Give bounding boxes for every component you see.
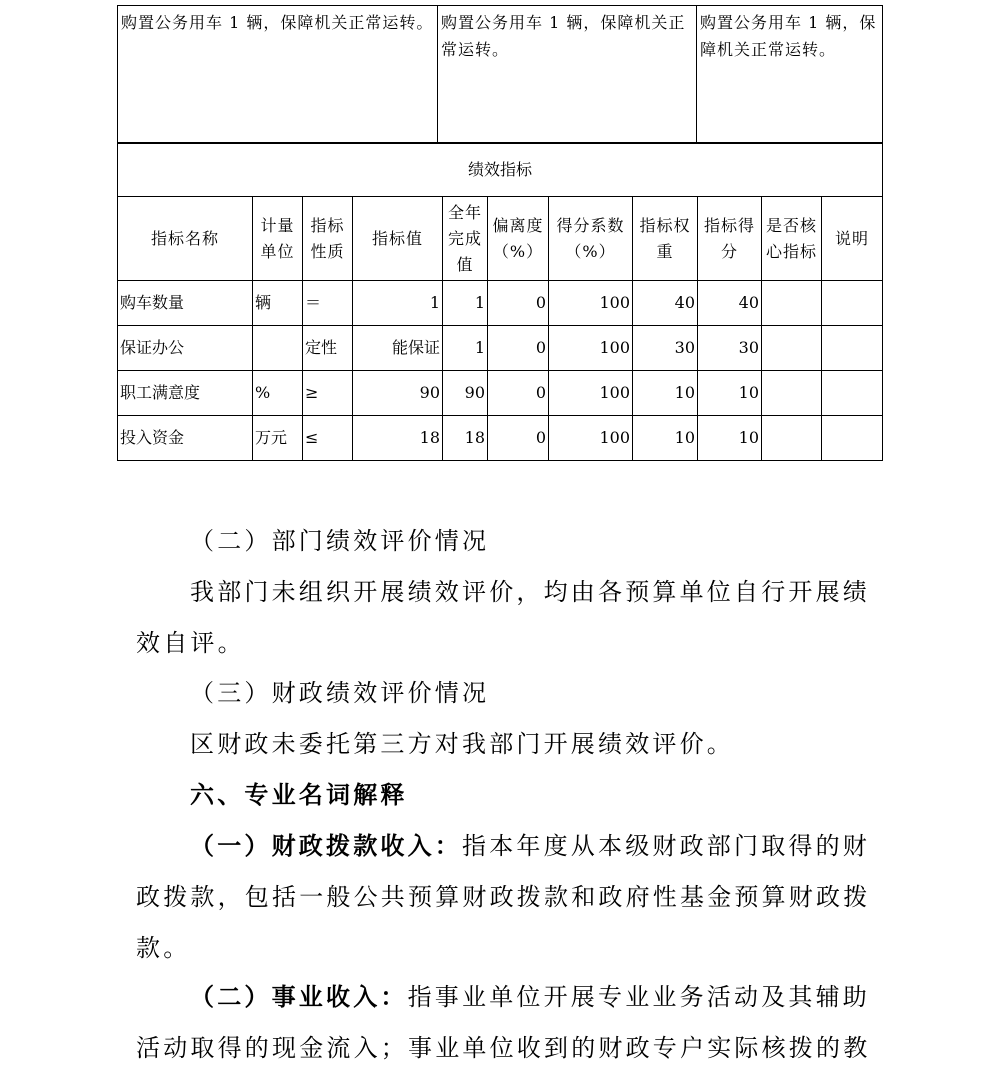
header-cell: 指标性质: [303, 197, 353, 281]
goal-cell: 购置公务用车 1 辆，保障机关正常运转。: [118, 6, 438, 144]
weight-cell: 10: [633, 416, 698, 461]
nature-cell: ≥: [303, 371, 353, 416]
coefficient-cell: 100: [549, 326, 633, 371]
goals-table: [117, 5, 883, 144]
header-cell: 全年完成值: [443, 197, 488, 281]
section-3-heading: （三）财政绩效评价情况: [190, 679, 490, 707]
section-6-heading: 六、专业名词解释: [190, 780, 408, 809]
core-indicator-cell: [762, 416, 822, 461]
weight-cell: 40: [633, 281, 698, 326]
nature-cell: ＝: [303, 281, 353, 326]
target-value-cell: 能保证: [353, 326, 443, 371]
table-row: [118, 371, 883, 416]
score-cell: 10: [698, 371, 762, 416]
core-indicator-cell: [762, 281, 822, 326]
header-cell: 得分系数（%）: [549, 197, 633, 281]
term-1-label: （一）财政拨款收入：: [190, 831, 462, 860]
header-cell: 说明: [822, 197, 883, 281]
core-indicator-cell: [762, 371, 822, 416]
goals-row: [118, 6, 883, 144]
indicator-name: 购车数量: [118, 281, 253, 326]
target-value-cell: 90: [353, 371, 443, 416]
weight-cell: 30: [633, 326, 698, 371]
target-value-cell: 1: [353, 281, 443, 326]
section-3-body: 区财政未委托第三方对我部门开展绩效评价。: [190, 730, 734, 758]
actual-value-cell: 1: [443, 281, 488, 326]
indicator-table-title: 绩效指标: [118, 143, 883, 197]
deviation-cell: 0: [488, 416, 549, 461]
indicator-header-row: [118, 197, 883, 281]
table-row: [118, 326, 883, 371]
table-row: [118, 416, 883, 461]
header-cell: 指标权重: [633, 197, 698, 281]
term-1-paragraph: [136, 820, 876, 974]
deviation-cell: 0: [488, 371, 549, 416]
coefficient-cell: 100: [549, 416, 633, 461]
actual-value-cell: 18: [443, 416, 488, 461]
note-cell: [822, 416, 883, 461]
header-cell: 计量单位: [253, 197, 303, 281]
deviation-cell: 0: [488, 281, 549, 326]
actual-value-cell: 1: [443, 326, 488, 371]
core-indicator-cell: [762, 326, 822, 371]
unit-cell: %: [253, 371, 303, 416]
deviation-cell: 0: [488, 326, 549, 371]
note-cell: [822, 371, 883, 416]
score-cell: 40: [698, 281, 762, 326]
weight-cell: 10: [633, 371, 698, 416]
section-2-heading: （二）部门绩效评价情况: [190, 527, 490, 555]
score-cell: 10: [698, 416, 762, 461]
target-value-cell: 18: [353, 416, 443, 461]
note-cell: [822, 326, 883, 371]
term-2-paragraph: [136, 971, 876, 1074]
indicator-name: 职工满意度: [118, 371, 253, 416]
indicator-table: [117, 142, 883, 461]
goal-cell: 购置公务用车 1 辆，保障机关正常运转。: [697, 6, 883, 144]
indicator-table-title-row: [118, 143, 883, 197]
unit-cell: 辆: [253, 281, 303, 326]
goal-cell: 购置公务用车 1 辆，保障机关正常运转。: [438, 6, 697, 144]
table-row: [118, 281, 883, 326]
nature-cell: 定性: [303, 326, 353, 371]
indicator-name: 投入资金: [118, 416, 253, 461]
header-cell: 指标值: [353, 197, 443, 281]
unit-cell: 万元: [253, 416, 303, 461]
coefficient-cell: 100: [549, 371, 633, 416]
note-cell: [822, 281, 883, 326]
unit-cell: [253, 326, 303, 371]
actual-value-cell: 90: [443, 371, 488, 416]
coefficient-cell: 100: [549, 281, 633, 326]
score-cell: 30: [698, 326, 762, 371]
nature-cell: ≤: [303, 416, 353, 461]
term-1-body: 指本年度从本级财政部门取得的财政拨款，包括一般公共预算财政拨款和政府性基金预算财政拨款。: [136, 832, 871, 962]
term-2-body: 指事业单位开展专业业务活动及其辅助活动取得的现金流入；事业单位收到的财政专户实际核拨的教: [136, 983, 871, 1062]
header-cell: 指标名称: [118, 197, 253, 281]
header-cell: 偏离度（%）: [488, 197, 549, 281]
header-cell: 指标得分: [698, 197, 762, 281]
header-cell: 是否核心指标: [762, 197, 822, 281]
term-2-label: （二）事业收入：: [190, 982, 408, 1011]
indicator-name: 保证办公: [118, 326, 253, 371]
section-2-body: 我部门未组织开展绩效评价，均由各预算单位自行开展绩效自评。: [136, 578, 870, 657]
